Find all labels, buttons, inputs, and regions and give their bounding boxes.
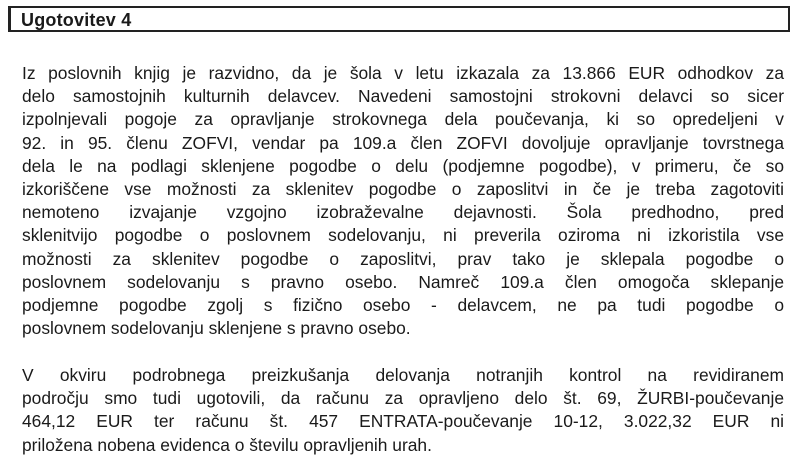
finding-paragraph-2 <box>22 364 784 457</box>
text-line: izkoriščene vse možnosti za sklenitev pogodbe o zaposlitvi in če je treba zagotoviti <box>22 179 784 200</box>
text-line: priložena nobena evidenca o številu opravljenih urah. <box>22 434 432 455</box>
text-line: 464,12 EUR ter računu št. 457 ENTRATA-poučevanje 10-12, 3.022,32 EUR ni <box>22 411 784 432</box>
text-line: področju smo tudi ugotovili, da računu za opravljeno delo št. 69, ŽURBI-poučevanje <box>22 388 784 409</box>
finding-header-box <box>8 6 790 32</box>
text-line: dela le na podlagi sklenjene pogodbe o delu (podjemne pogodbe), v primeru, če so <box>22 155 784 176</box>
text-line: podjemne pogodbe zgolj s fizično osebo - delavcem, ne pa tudi pogodbe o <box>22 295 784 316</box>
text-line: 92. in 95. členu ZOFVI, vendar pa 109.a člen ZOFVI dovoljuje opravljanje tovrstnega <box>22 132 784 153</box>
text-line: izpolnjevali pogoje za opravljanje strokovnega dela poučevanja, ki so opredeljeni v <box>22 109 784 130</box>
finding-title: Ugotovitev 4 <box>21 10 132 30</box>
text-line: možnosti za sklenitev pogodbe o zaposlitvi, prav tako je sklepala pogodbe o <box>22 248 784 269</box>
text-line: poslovnem sodelovanju s pravno osebo. Namreč 109.a člen omogoča sklepanje <box>22 271 784 292</box>
text-line: poslovnem sodelovanju sklenjene s pravno osebo. <box>22 318 411 339</box>
text-line: sklenitvijo pogodbe o poslovnem sodelovanju, ni preverila oziroma ni izkoristila vse <box>22 225 784 246</box>
text-line: nemoteno izvajanje vzgojno izobraževalne dejavnosti. Šola predhodno, pred <box>22 202 784 223</box>
text-line: delo samostojnih kulturnih delavcev. Navedeni samostojni strokovni delavci so sicer <box>22 86 784 107</box>
text-line: Iz poslovnih knjig je razvidno, da je šola v letu izkazala za 13.866 EUR odhodkov za <box>22 63 784 83</box>
finding-paragraph-1 <box>22 62 784 340</box>
text-line: V okviru podrobnega preizkušanja delovanja notranjih kontrol na revidiranem <box>22 365 784 385</box>
